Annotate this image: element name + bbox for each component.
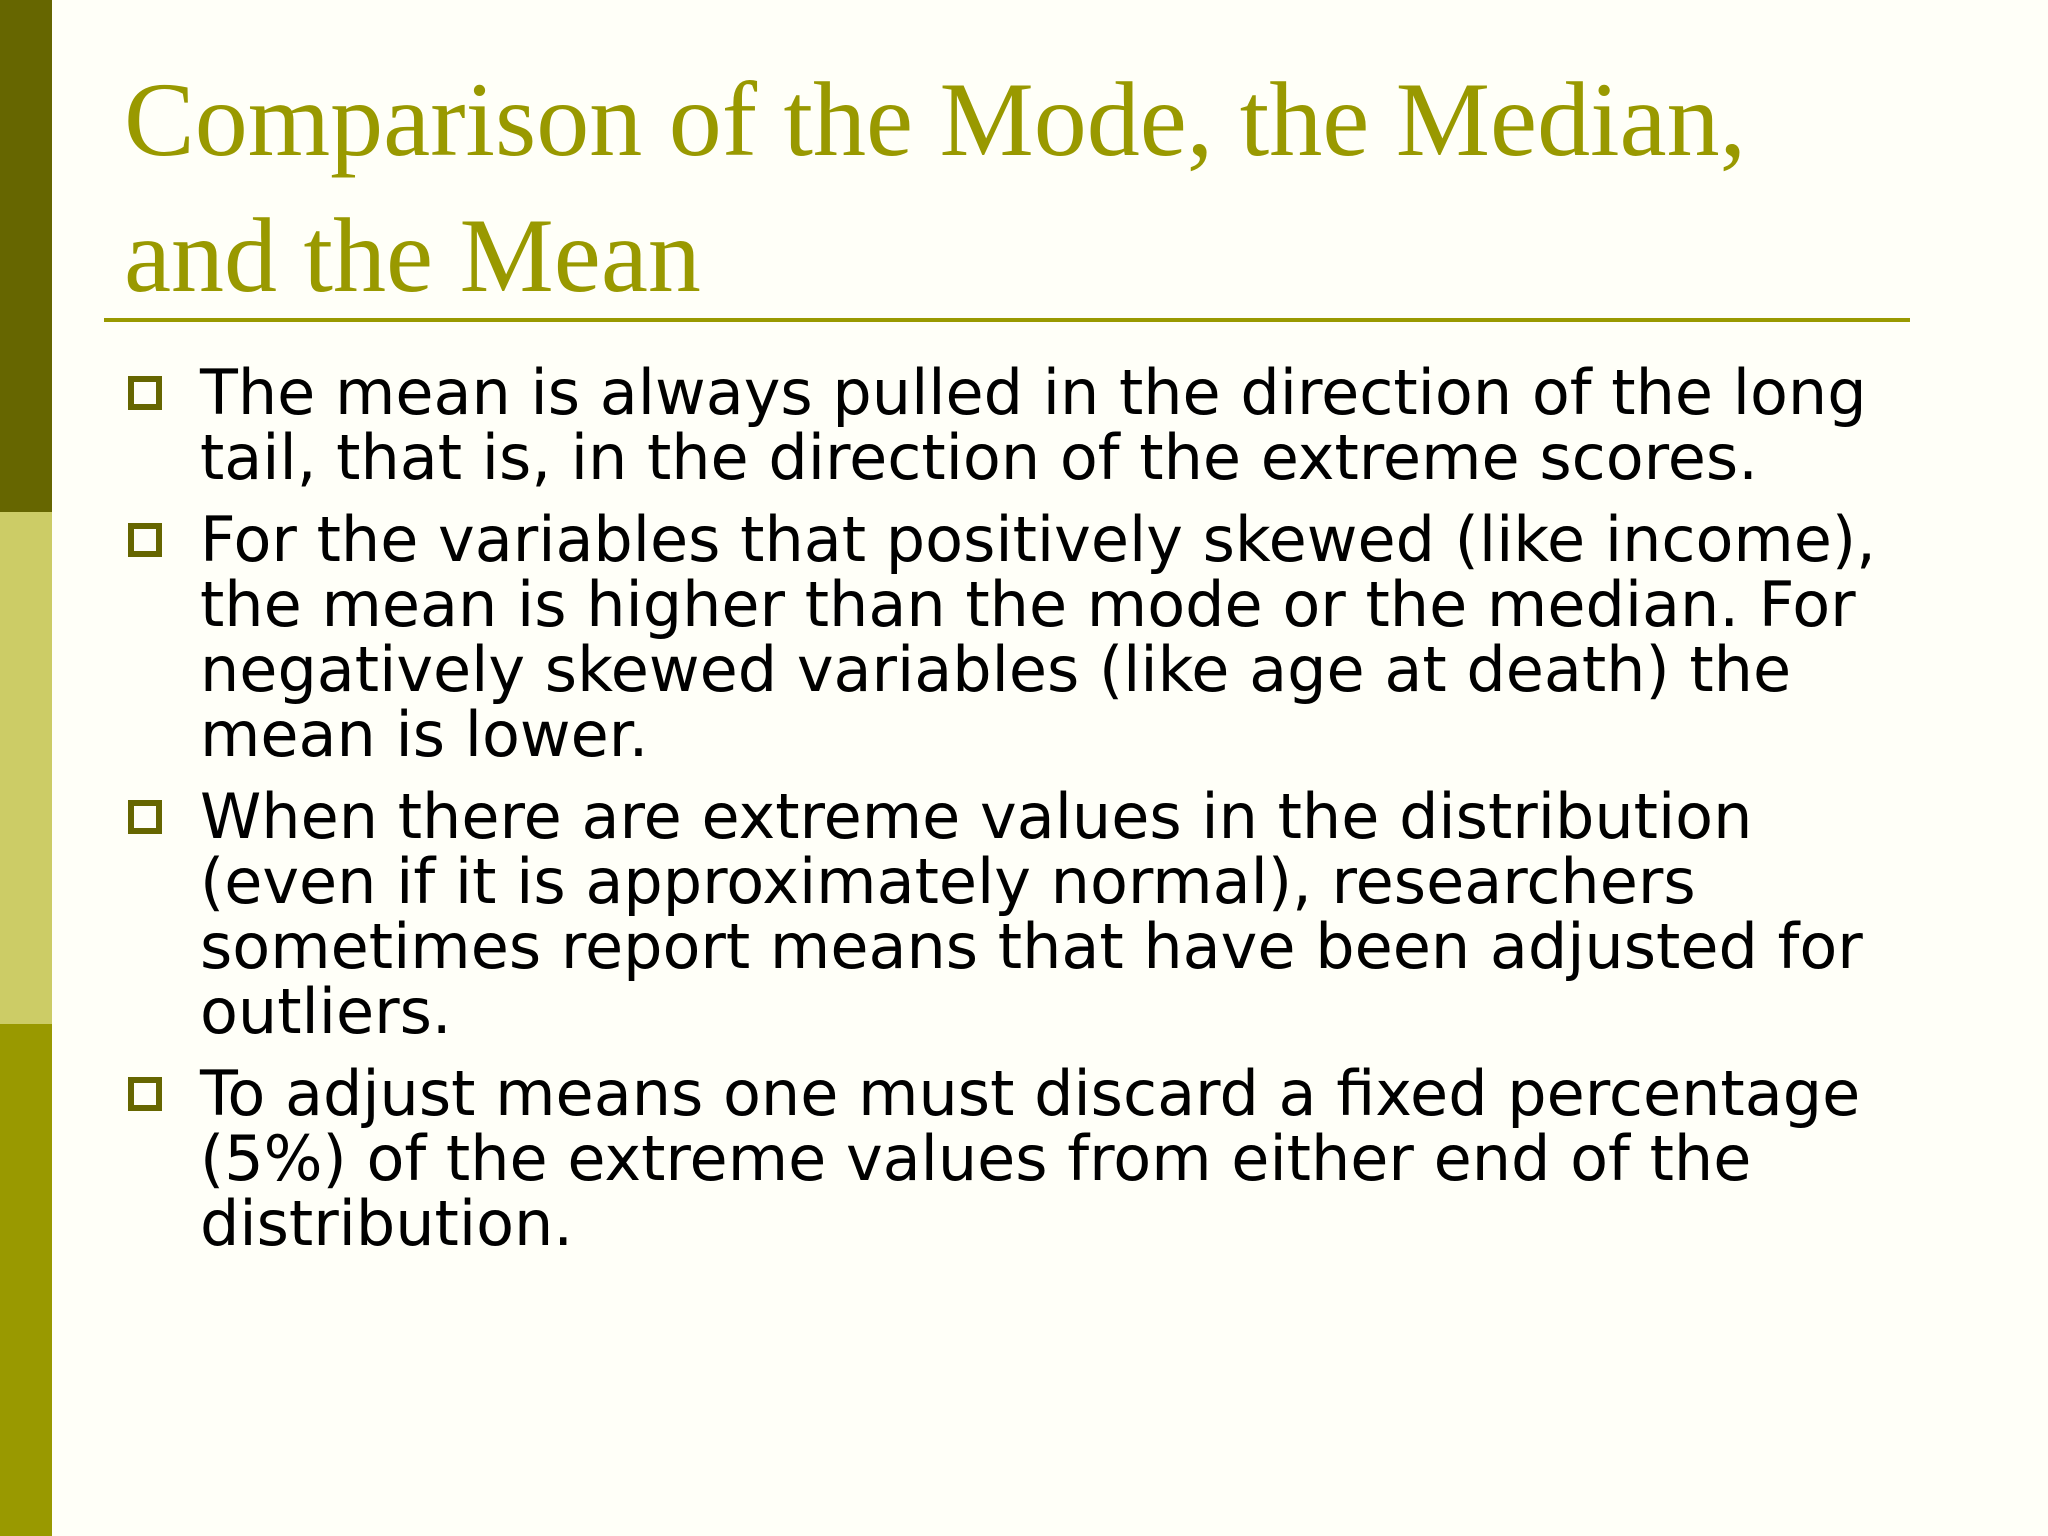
bullet-text: When there are extreme values in the distribution (even if it is approximately normal), researchers sometimes report means that have been adjusted for outliers.	[200, 780, 1863, 1048]
bullet-text: For the variables that positively skewed (like income), the mean is higher than the mode or the median. For negatively skewed variables (like age at death) the mean is lower.	[200, 503, 1876, 771]
accent-bar-top	[0, 0, 52, 512]
hollow-square-icon	[128, 800, 162, 834]
bullet-item	[124, 356, 1924, 494]
hollow-square-icon	[128, 523, 162, 557]
accent-bar-bottom	[0, 1024, 52, 1536]
bullet-text: To adjust means one must discard a fixed percentage (5%) of the extreme values from either end of the distribution.	[200, 1057, 1861, 1260]
bullet-text: The mean is always pulled in the direction of the long tail, that is, in the direction of the extreme scores.	[200, 356, 1867, 494]
bullet-item	[124, 503, 1924, 771]
title-divider	[104, 318, 1910, 322]
bullet-item	[124, 1057, 1924, 1260]
bullet-list	[124, 356, 1924, 1273]
slide-title: Comparison of the Mode, the Median, and the Mean	[124, 61, 1747, 314]
hollow-square-icon	[128, 376, 162, 410]
bullet-item	[124, 780, 1924, 1048]
hollow-square-icon	[128, 1077, 162, 1111]
accent-bar-middle	[0, 512, 52, 1024]
